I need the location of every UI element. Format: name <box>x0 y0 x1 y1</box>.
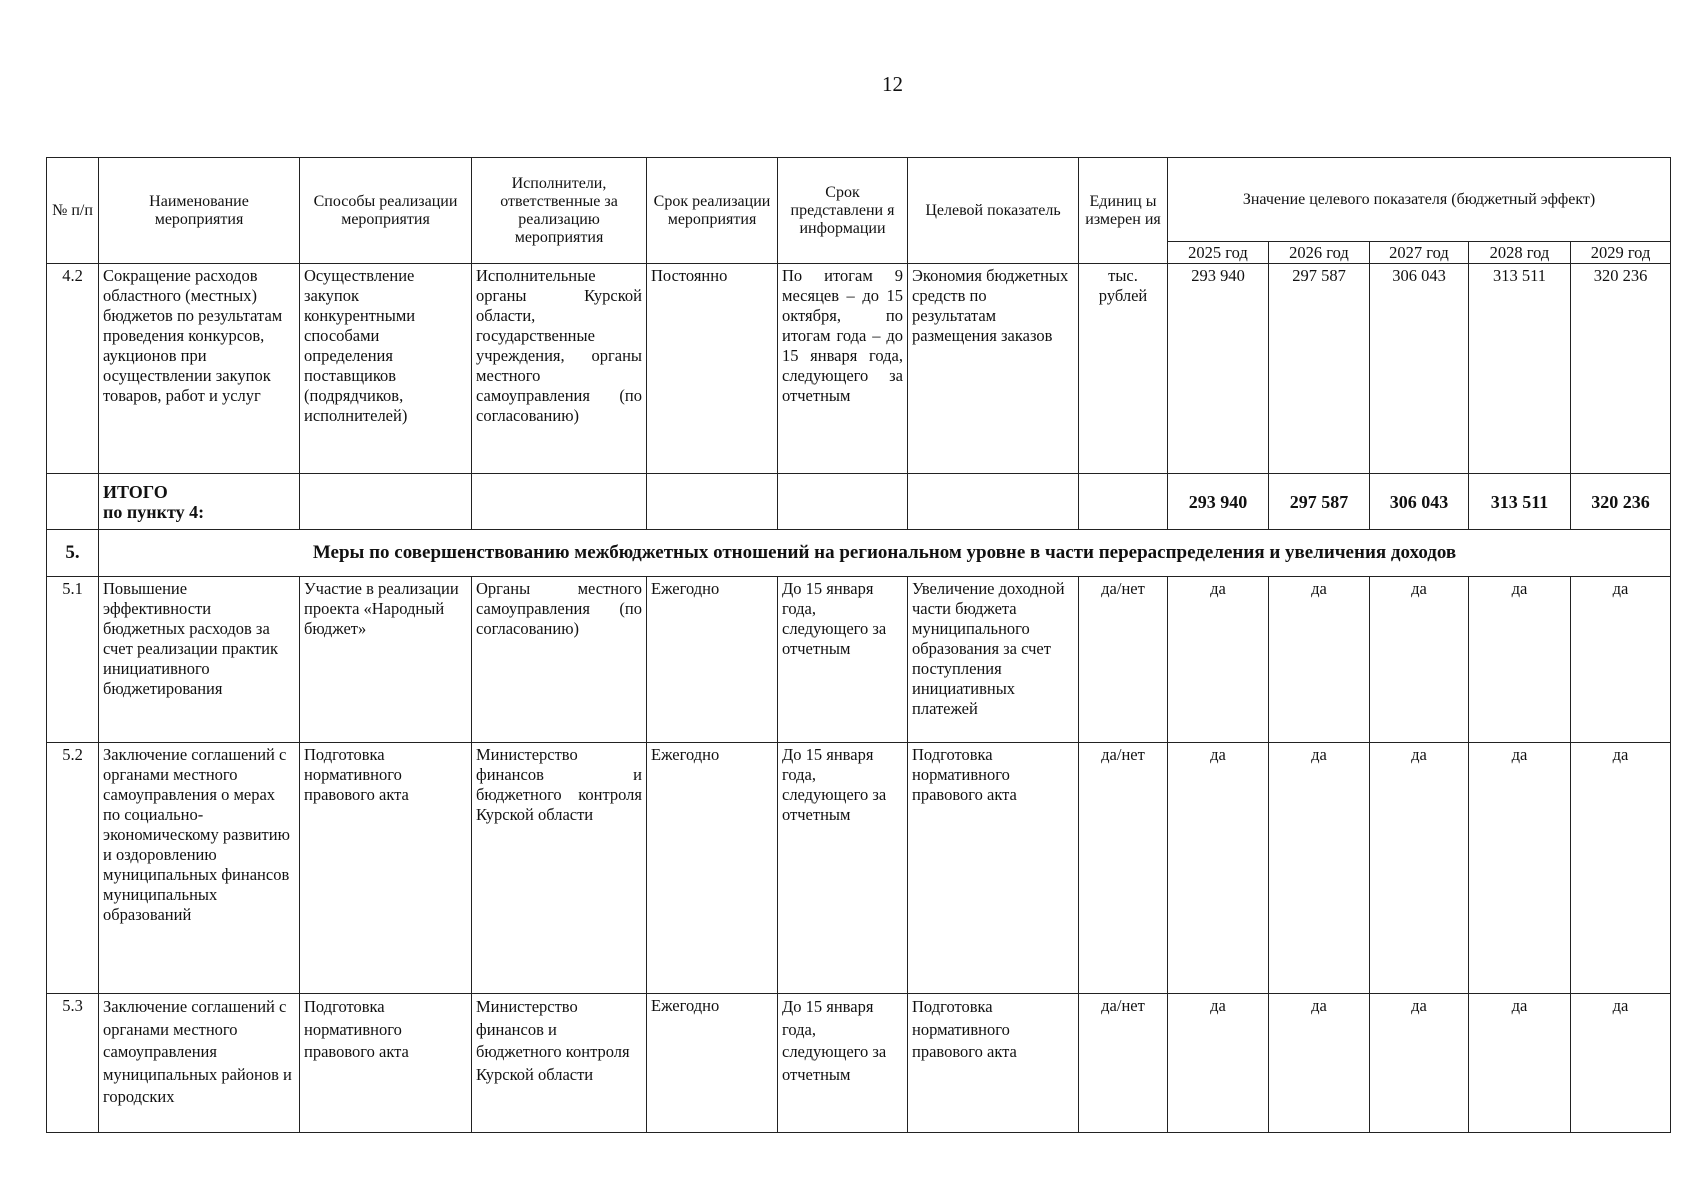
row-methods: Участие в реализации проекта «Народный бюджет» <box>300 577 472 743</box>
row-period: Ежегодно <box>647 577 778 743</box>
row-executors: Министерство финансов и бюджетного контроля Курской области <box>472 994 647 1133</box>
row-value: 313 511 <box>1469 264 1571 474</box>
row-name: Повышение эффективности бюджетных расходов за счет реализации практик инициативного бюджетирования <box>99 577 300 743</box>
header-methods: Способы реализации мероприятия <box>300 158 472 264</box>
header-num: № п/п <box>47 158 99 264</box>
row-executors: Органы местного самоуправления (по согласованию) <box>472 577 647 743</box>
total-value: 306 043 <box>1370 474 1469 530</box>
header-year: 2025 год <box>1168 242 1269 264</box>
row-unit: тыс. рублей <box>1079 264 1168 474</box>
section-title: Меры по совершенствованию межбюджетных отношений на региональном уровне в части перераспределения и увеличения доходов <box>99 530 1671 577</box>
total-value: 313 511 <box>1469 474 1571 530</box>
row-value: да <box>1168 577 1269 743</box>
header-row <box>47 158 1671 242</box>
row-value: да <box>1168 743 1269 994</box>
total-label-line1: ИТОГО <box>103 481 168 502</box>
total-label <box>99 474 300 530</box>
row-report: До 15 января года, следующего за отчетным <box>778 743 908 994</box>
header-value-group: Значение целевого показателя (бюджетный эффект) <box>1168 158 1671 242</box>
row-period: Ежегодно <box>647 743 778 994</box>
row-unit: да/нет <box>1079 994 1168 1133</box>
header-year: 2027 год <box>1370 242 1469 264</box>
row-value: да <box>1269 743 1370 994</box>
row-num: 5.1 <box>47 577 99 743</box>
header-year: 2029 год <box>1571 242 1671 264</box>
table-row <box>47 743 1671 994</box>
row-report: До 15 января года, следующего за отчетным <box>778 577 908 743</box>
empty-cell <box>647 474 778 530</box>
empty-cell <box>908 474 1079 530</box>
row-methods: Подготовка нормативного правового акта <box>300 743 472 994</box>
row-period: Ежегодно <box>647 994 778 1133</box>
row-name: Заключение соглашений с органами местного самоуправления о мерах по социально-экономическому развитию и оздоровлению муниципальных финансов муниципальных образований <box>99 743 300 994</box>
row-num: 4.2 <box>47 264 99 474</box>
row-name: Сокращение расходов областного (местных) бюджетов по результатам проведения конкурсов, аукционов при осуществлении закупок товаров, работ и услуг <box>99 264 300 474</box>
total-row <box>47 474 1671 530</box>
header-unit: Единиц ы измерен ия <box>1079 158 1168 264</box>
header-executors: Исполнители, ответственные за реализацию мероприятия <box>472 158 647 264</box>
header-target: Целевой показатель <box>908 158 1079 264</box>
row-num: 5.2 <box>47 743 99 994</box>
row-value: 297 587 <box>1269 264 1370 474</box>
row-executors: Министерство финансов и бюджетного контроля Курской области <box>472 743 647 994</box>
row-report: До 15 января года, следующего за отчетным <box>778 994 908 1133</box>
row-value: да <box>1469 994 1571 1133</box>
row-methods: Осуществление закупок конкурентными способами определения поставщиков (подрядчиков, исполнителей) <box>300 264 472 474</box>
empty-cell <box>300 474 472 530</box>
row-unit: да/нет <box>1079 743 1168 994</box>
header-year: 2026 год <box>1269 242 1370 264</box>
header-report: Срок представлени я информации <box>778 158 908 264</box>
row-unit: да/нет <box>1079 577 1168 743</box>
total-value: 293 940 <box>1168 474 1269 530</box>
total-num <box>47 474 99 530</box>
row-period: Постоянно <box>647 264 778 474</box>
total-value: 320 236 <box>1571 474 1671 530</box>
table-row <box>47 994 1671 1133</box>
row-target: Подготовка нормативного правового акта <box>908 994 1079 1133</box>
empty-cell <box>1079 474 1168 530</box>
row-value: да <box>1571 994 1671 1133</box>
row-value: да <box>1370 994 1469 1133</box>
row-methods: Подготовка нормативного правового акта <box>300 994 472 1133</box>
row-value: да <box>1571 743 1671 994</box>
row-target: Увеличение доходной части бюджета муниципального образования за счет поступления инициативных платежей <box>908 577 1079 743</box>
row-value: да <box>1370 743 1469 994</box>
header-period: Срок реализации мероприятия <box>647 158 778 264</box>
table-row <box>47 577 1671 743</box>
row-value: 293 940 <box>1168 264 1269 474</box>
header-year: 2028 год <box>1469 242 1571 264</box>
section-row <box>47 530 1671 577</box>
row-value: да <box>1469 577 1571 743</box>
header-name: Наименование мероприятия <box>99 158 300 264</box>
row-value: да <box>1269 994 1370 1133</box>
row-num: 5.3 <box>47 994 99 1133</box>
row-value: да <box>1469 743 1571 994</box>
measures-table <box>46 157 1671 1133</box>
row-executors: Исполнительные органы Курской области, государственные учреждения, органы местного самоуправления (по согласованию) <box>472 264 647 474</box>
empty-cell <box>778 474 908 530</box>
row-name: Заключение соглашений с органами местного самоуправления муниципальных районов и городских <box>99 994 300 1133</box>
total-value: 297 587 <box>1269 474 1370 530</box>
row-target: Подготовка нормативного правового акта <box>908 743 1079 994</box>
row-value: да <box>1168 994 1269 1133</box>
table-row <box>47 264 1671 474</box>
row-value: да <box>1370 577 1469 743</box>
row-value: да <box>1269 577 1370 743</box>
section-num: 5. <box>47 530 99 577</box>
row-value: 320 236 <box>1571 264 1671 474</box>
empty-cell <box>472 474 647 530</box>
row-value: да <box>1571 577 1671 743</box>
row-value: 306 043 <box>1370 264 1469 474</box>
page-number: 12 <box>882 72 903 96</box>
total-label-line2: по пункту 4: <box>103 501 205 522</box>
row-report: По итогам 9 месяцев – до 15 октября, по итогам года – до 15 января года, следующего за отчетным <box>778 264 908 474</box>
row-target: Экономия бюджетных средств по результатам размещения заказов <box>908 264 1079 474</box>
